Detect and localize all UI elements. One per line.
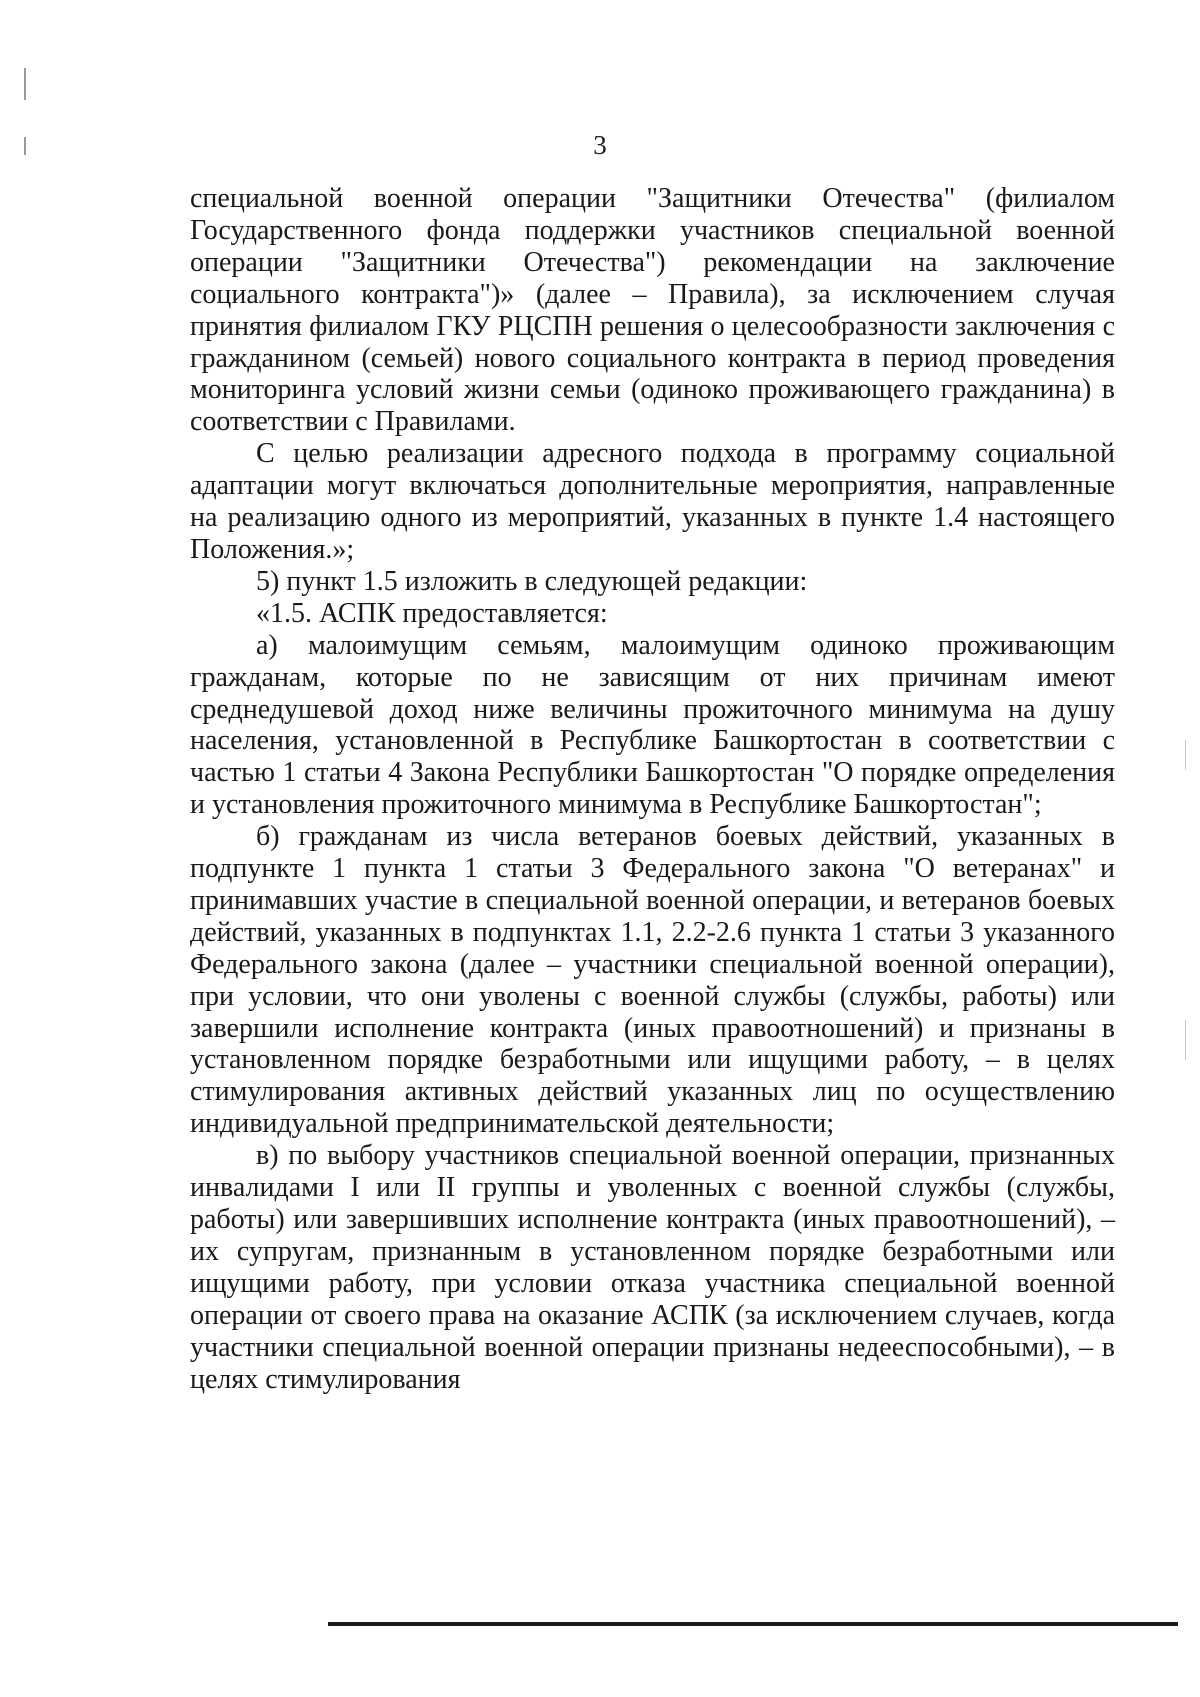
page-number: 3 bbox=[593, 130, 607, 160]
footer-rule bbox=[328, 1622, 1178, 1626]
paragraph-item-5: 5) пункт 1.5 изложить в следующей редакции: bbox=[256, 565, 808, 597]
scan-mark-top bbox=[24, 68, 26, 100]
scan-mark-right-1 bbox=[1185, 740, 1186, 770]
paragraph-continuation: специальной военной операции "Защитники Отечества" (филиалом Государственного фонда поддержки участников специальной военной операции "Защитники Отечества") рекомендации на заключение социального контракта")» (далее – Правила), за исключением случая принятия филиалом ГКУ РЦСПН решения о целесообразности заключения с гражданином (семьей) нового социального контракта в период проведения мониторинга условий жизни семьи (одиноко проживающего гражданина) в соответствии с Правилами. bbox=[190, 183, 1115, 438]
paragraph-clause-1-5: «1.5. АСПК предоставляется: bbox=[256, 597, 608, 629]
paragraph-adaptation: С целью реализации адресного подхода в программу социальной адаптации могут включаться дополнительные мероприятия, направленные на реализацию одного из мероприятий, указанных в пункте 1.4 настоящего Положения.»; bbox=[190, 438, 1115, 565]
document-body bbox=[190, 183, 1115, 1395]
paragraph-subitem-a: а) малоимущим семьям, малоимущим одиноко проживающим гражданам, которые по не зависящим от них причинам имеют среднедушевой доход ниже величины прожиточного минимума на душу населения, установленной в Республике Башкортостан в соответствии с частью 1 статьи 4 Закона Республики Башкортостан "О порядке определения и установления прожиточного минимума в Республике Башкортостан"; bbox=[190, 629, 1115, 821]
scan-mark-right-2 bbox=[1185, 1020, 1186, 1060]
paragraph-subitem-v: в) по выбору участников специальной военной операции, признанных инвалидами I или II группы и уволенных с военной службы (службы, работы) или завершивших исполнение контракта (иных правоотношений), – их супругам, признанным в установленном порядке безработными или ищущими работу, при условии отказа участника специальной военной операции от своего права на оказание АСПК (за исключением случаев, когда участники специальной военной операции признаны недееспособными), – в целях стимулирования bbox=[190, 1140, 1115, 1395]
paragraph-subitem-b: б) гражданам из числа ветеранов боевых действий, указанных в подпункте 1 пункта 1 статьи 3 Федерального закона "О ветеранах" и принимавших участие в специальной военной операции, и ветеранов боевых действий, указанных в подпунктах 1.1, 2.2-2.6 пункта 1 статьи 3 указанного Федерального закона (далее – участники специальной военной операции), при условии, что они уволены с военной службы (службы, работы) или завершили исполнение контракта (иных правоотношений) и признаны в установленном порядке безработными или ищущими работу, – в целях стимулирования активных действий указанных лиц по осуществлению индивидуальной предпринимательской деятельности; bbox=[190, 821, 1115, 1140]
